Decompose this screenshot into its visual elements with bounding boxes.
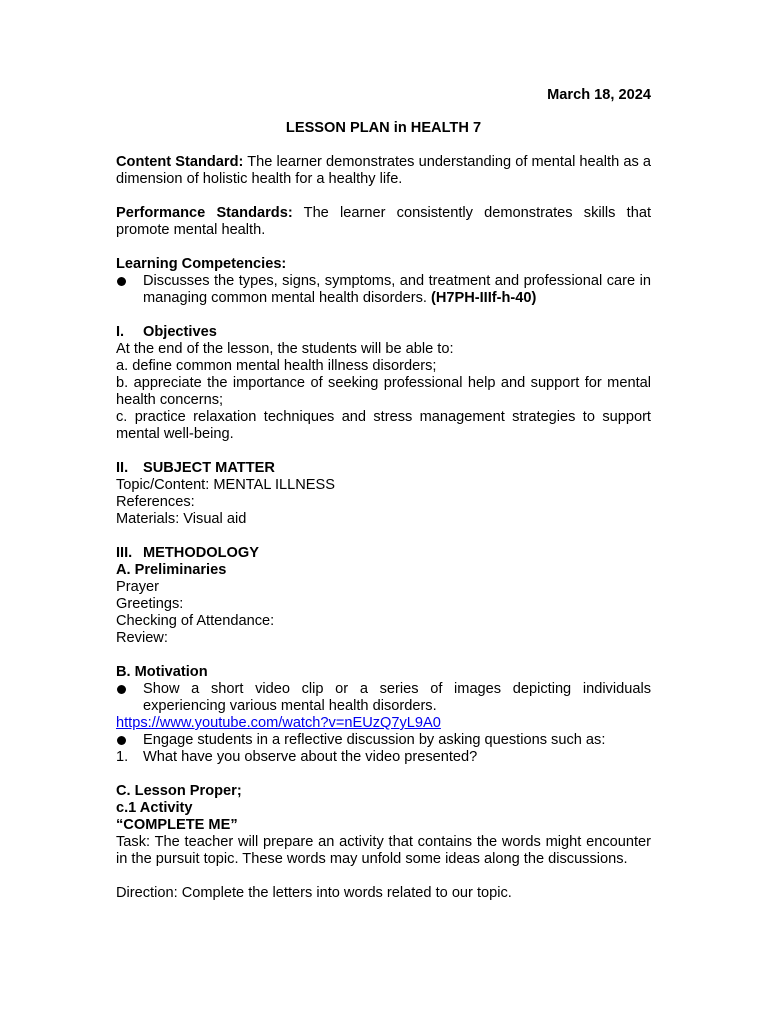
- subject-references: References:: [116, 494, 195, 510]
- activity-heading: c.1 Activity: [116, 800, 193, 816]
- performance-standards-label: Performance Standards:: [116, 205, 293, 221]
- subject-matter-heading: [116, 460, 651, 477]
- motivation-text: Engage students in a reflective discussion by asking questions such as:: [143, 732, 606, 748]
- bullet-icon: [116, 273, 143, 290]
- motivation-heading: B. Motivation: [116, 664, 208, 680]
- subject-matter-heading-text: SUBJECT MATTER: [143, 460, 275, 476]
- competency-item: [116, 273, 651, 307]
- activity-direction: Direction: Complete the letters into words related to our topic.: [116, 885, 512, 901]
- objectives-intro: At the end of the lesson, the students will be able to:: [116, 341, 454, 357]
- objective-b: b. appreciate the importance of seeking professional help and support for mental health concerns;: [116, 375, 651, 408]
- performance-standards-text: The learner consistently demonstrates skills that promote mental health.: [116, 205, 651, 238]
- preliminary-item: Review:: [116, 630, 168, 646]
- motivation-item: [116, 732, 651, 749]
- subject-matter-roman: II.: [116, 460, 129, 476]
- activity-title: “COMPLETE ME”: [116, 817, 238, 833]
- document-title: LESSON PLAN in HEALTH 7: [285, 120, 482, 136]
- methodology-roman: III.: [116, 545, 133, 561]
- video-link[interactable]: https://www.youtube.com/watch?v=nEUzQ7yL9A0: [116, 715, 441, 731]
- content-standard: [116, 154, 651, 188]
- objectives-heading-text: Objectives: [143, 324, 217, 340]
- subject-materials: Materials: Visual aid: [116, 511, 247, 527]
- bullet-icon: [116, 732, 143, 749]
- preliminary-item: Greetings:: [116, 596, 184, 612]
- activity-task: Task: The teacher will prepare an activity that contains the words might encounter in the pursuit topic. These words may unfold some ideas along the discussions.: [116, 834, 651, 867]
- preliminary-item: Checking of Attendance:: [116, 613, 275, 629]
- motivation-text: Show a short video clip or a series of images depicting individuals experiencing various mental health disorders.: [143, 681, 651, 714]
- objectives-roman: I.: [116, 324, 125, 340]
- motivation-item: [116, 681, 651, 715]
- subject-topic: Topic/Content: MENTAL ILLNESS: [116, 477, 335, 493]
- performance-standards: [116, 205, 651, 239]
- document-date: March 18, 2024: [547, 87, 651, 103]
- methodology-heading-text: METHODOLOGY: [143, 545, 259, 561]
- objective-c: c. practice relaxation techniques and stress management strategies to support mental well-being.: [116, 409, 651, 442]
- bullet-icon: [116, 681, 143, 698]
- objective-a: a. define common mental health illness disorders;: [116, 358, 437, 374]
- competency-text: Discusses the types, signs, symptoms, and treatment and professional care in managing common mental health disorders.: [143, 273, 651, 306]
- question-number: 1.: [116, 749, 129, 765]
- preliminary-item: Prayer: [116, 579, 159, 595]
- question-text: What have you observe about the video presented?: [143, 749, 478, 765]
- question-item: [116, 749, 651, 766]
- lesson-proper-heading: C. Lesson Proper;: [116, 783, 242, 799]
- preliminaries-heading: A. Preliminaries: [116, 562, 227, 578]
- content-standard-text: The learner demonstrates understanding of mental health as a dimension of holistic health for a healthy life.: [116, 154, 651, 187]
- learning-competencies-heading: Learning Competencies:: [116, 256, 287, 272]
- methodology-heading: [116, 545, 651, 562]
- content-standard-label: Content Standard:: [116, 154, 244, 170]
- competency-code: (H7PH-IIIf-h-40): [430, 290, 537, 306]
- objectives-heading: [116, 324, 651, 341]
